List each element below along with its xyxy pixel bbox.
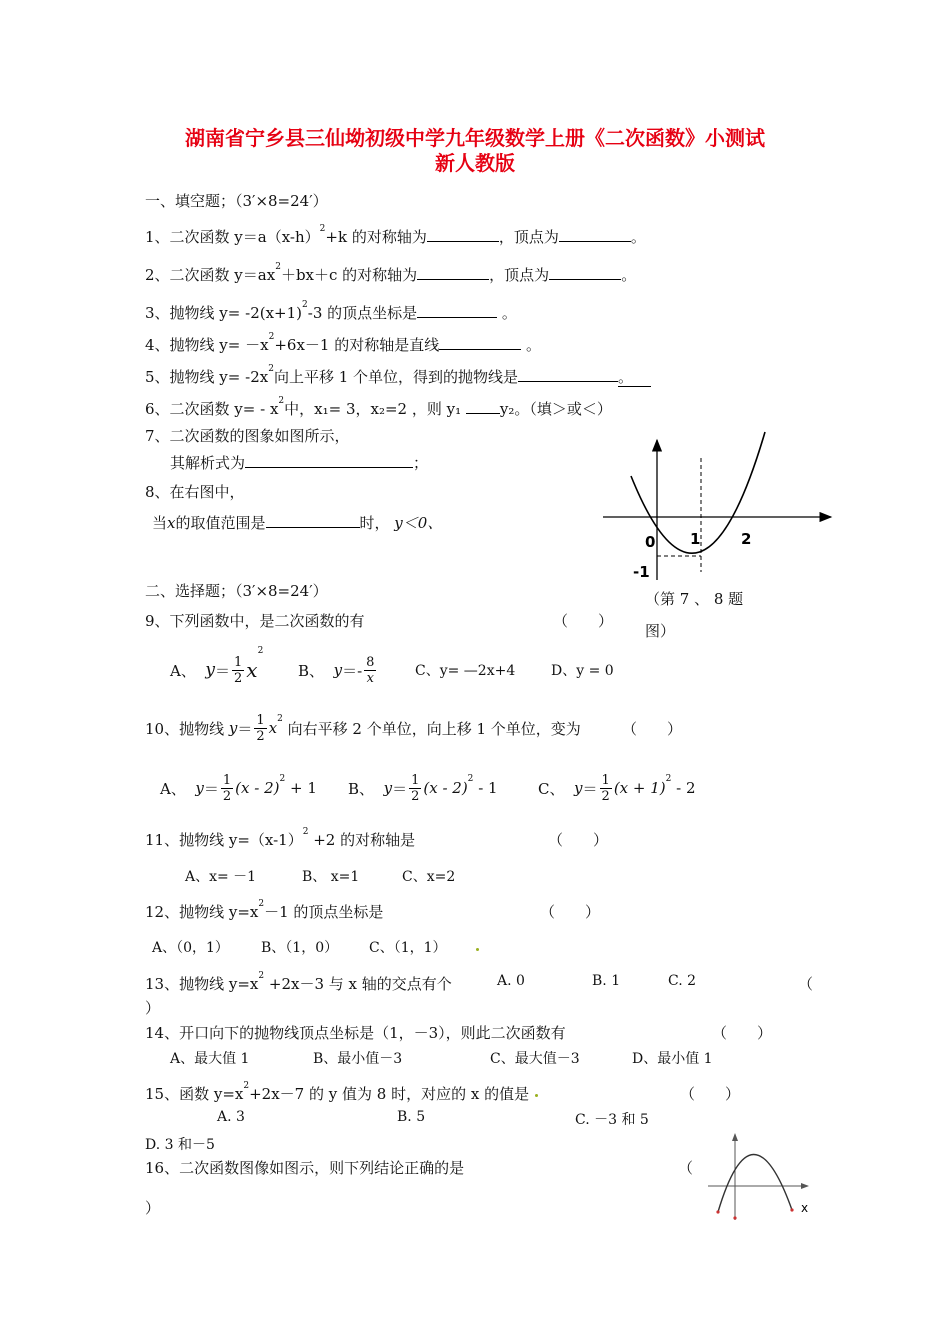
question-1: 1、二次函数 $y=a(x-h)^2+k$ 的对称轴为 ，顶点为 。: [145, 224, 646, 246]
question-13-option-a: A. 0: [497, 973, 525, 989]
question-4: 4、抛物线 $y= -x^2+6x-1$ 的对称轴是直线 。: [145, 332, 542, 354]
page-subtitle: 新人教版: [435, 151, 515, 175]
question-12-stem: 12、抛物线 $y=x^2-1$ 的顶点坐标是: [145, 899, 384, 921]
question-13-paren-close: ）: [145, 999, 161, 1017]
question-14-option-d: D、最小值 1: [632, 1051, 713, 1067]
question-13-stem: 13、抛物线 $y=x^2 +2x-3$ 与 x 轴的交点有个: [145, 971, 452, 993]
q16-end-mark: [790, 1208, 793, 1211]
graph-caption-1: （第 7 、 8 题: [645, 590, 744, 608]
tick-label-2: 2: [741, 530, 752, 548]
question-10-option-b: B、 y ＝ $\frac{1}{2}$ (x - 2) 2 - 1: [348, 772, 498, 804]
question-13-paren-open: （: [798, 975, 814, 993]
question-8-line1: 8、在右图中，: [145, 483, 245, 501]
question-11-option-b: B、 x=1: [302, 869, 360, 885]
question-16-stem: 16、二次函数图像如图示，则下列结论正确的是: [145, 1159, 465, 1177]
question-9-option-b: B、 y ＝- $\frac{8}{x}$: [298, 654, 375, 686]
question-15-stem: 15、函数 $y=x^2+2x-7$ 的 y 值为 8 时，对应的 x 的值是: [145, 1081, 530, 1103]
question-11-option-a: A、x= －1: [185, 869, 257, 885]
parabola-graph: [595, 430, 840, 590]
question-14-option-a: A、最大值 1: [170, 1051, 250, 1067]
question-16-paren-close: ）: [145, 1199, 161, 1217]
stray-dot: [535, 1094, 538, 1097]
origin-label: 0: [645, 533, 656, 551]
q16-parabola-graph: [700, 1128, 815, 1223]
q16-end-mark: [716, 1210, 719, 1213]
question-10-option-c: C、 y ＝ $\frac{1}{2}$ (x + 1) 2 - 2: [538, 772, 696, 804]
question-8-line2: 当x的取值范围是 时， y＜0、: [152, 514, 443, 532]
stray-dot: [476, 948, 479, 951]
question-15-option-c: C. －3 和 5: [575, 1112, 649, 1128]
question-13-option-c: C. 2: [668, 973, 697, 989]
question-10-option-a: A、 y ＝ $\frac{1}{2}$ (x - 2) 2 + 1: [160, 772, 317, 804]
question-16-paren-open: （: [678, 1159, 694, 1177]
question-15-option-a: A. 3: [217, 1109, 245, 1125]
tick-label-neg1: -1: [633, 563, 650, 581]
question-9-option-d: D、y = 0: [551, 663, 614, 679]
page-title: 湖南省宁乡县三仙坳初级中学九年级数学上册《二次函数》小测试: [185, 126, 765, 150]
graph-caption-2: 图）: [645, 622, 676, 640]
question-12-paren: （ ）: [540, 903, 601, 921]
question-10-stem: 10、抛物线 y ＝ $\frac{1}{2}$ x 2 向右平移 2 个单位，向上移 1 个单位，变为: [145, 712, 581, 744]
question-7-line2: 其解析式为 ；: [170, 454, 429, 472]
q16-end-mark: [733, 1216, 736, 1219]
q16-parabola-curve: [718, 1154, 792, 1212]
question-9-option-a: A、 y ＝ $\frac{1}{2}$ x 2: [170, 646, 264, 686]
question-10-paren: （ ）: [622, 720, 683, 738]
question-9-option-c: C、y= —2x+4: [415, 663, 516, 679]
question-3: 3、抛物线 $y= -2(x+1)^2-3$ 的顶点坐标是 。: [145, 300, 517, 322]
question-15-paren: （ ）: [680, 1085, 741, 1103]
q16-x-label: x: [801, 1201, 809, 1215]
question-7-line1: 7、二次函数的图象如图所示，: [145, 427, 350, 445]
question-5: 5、抛物线 $y= -2x^2$向上平移 1 个单位，得到的抛物线是 。: [145, 366, 651, 387]
question-12-option-c: C、（1，1）: [369, 940, 447, 956]
question-12-option-b: B、（1，0）: [261, 940, 339, 956]
question-12-option-a: A、（0，1）: [152, 940, 229, 956]
question-13-option-b: B. 1: [592, 973, 621, 989]
tick-label-1: 1: [690, 530, 701, 548]
question-11-option-c: C、x=2: [402, 869, 456, 885]
question-2: 2、二次函数 $y=ax^2+bx+c$ 的对称轴为 ，顶点为 。: [145, 262, 637, 284]
section1-heading: 一、填空题；（3′×8=24′）: [145, 192, 328, 210]
section2-heading: 二、选择题；（3′×8=24′）: [145, 582, 328, 600]
question-15-option-d: D. 3 和－5: [145, 1137, 215, 1153]
question-11-paren: （ ）: [548, 831, 609, 849]
question-9-paren: （ ）: [553, 612, 614, 630]
question-6: 6、二次函数 $y= - x^2$中，x₁= 3，x₂=2 ，则 y₁ y₂。（填＞或＜）: [145, 396, 612, 418]
question-14-option-b: B、最小值－3: [313, 1051, 403, 1067]
question-15-option-b: B. 5: [397, 1109, 426, 1125]
question-14-stem: 14、开口向下的抛物线顶点坐标是（1，－3），则此二次函数有: [145, 1024, 566, 1042]
question-9-stem: 9、下列函数中，是二次函数的有: [145, 612, 365, 630]
question-11-stem: 11、抛物线 $y=(x-1)^2 +2$ 的对称轴是: [145, 827, 416, 849]
question-14-paren: （ ）: [712, 1024, 773, 1042]
question-14-option-c: C、最大值－3: [490, 1051, 580, 1067]
